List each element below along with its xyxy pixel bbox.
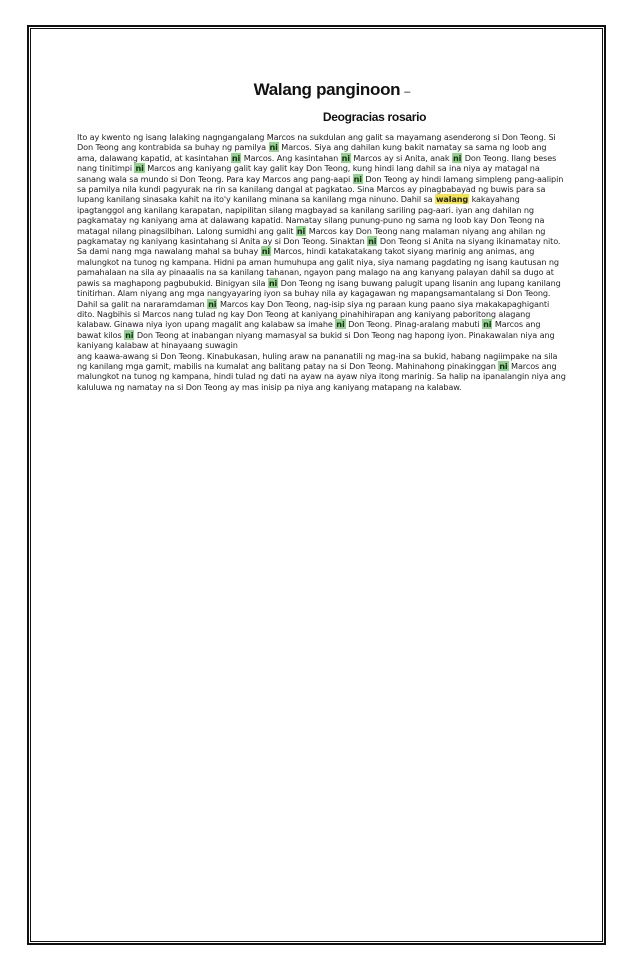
story-text: Don Teong at inabangan niyang mamasyal sa bukid si Don Teong nag hapong iyon. Pinakawalan niya ang kaniyang kalabaw at hinayaang suwagin	[77, 329, 555, 351]
document-title: Walang panginoon	[253, 80, 401, 99]
document-content	[77, 80, 567, 392]
highlighted-word-ni: ni	[296, 225, 306, 236]
story-text: Ito ay kwento ng isang lalaking nagngangalang Marcos na sukdulan ang galit sa mayamang asenderong si Don Teong. Si Don Teong ang kontrabida sa buhay ng pamilya	[77, 132, 556, 153]
story-paragraph	[77, 132, 567, 351]
highlighted-word-ni: ni	[483, 319, 492, 330]
highlighted-word-ni: ni	[208, 298, 217, 309]
story-text: Marcos ang malungkot na tunog ng kampana, hindi tulad ng dati na ayaw na ayaw niya itong marinig. Sa halip na ipanalangin niya ang kaluluwa ng namatay na si Don Teong ay mas inisip pa niya ang kaniyang matapang na kalabaw.	[77, 360, 566, 392]
highlighted-word-ni: ni	[336, 319, 345, 330]
story-text: Don Teong. Ilang beses nang tinitimpi	[77, 152, 557, 174]
highlighted-word-ni: ni	[368, 236, 377, 247]
story-text: Marcos, hindi katakatakang takot siyang marinig ang animas, ang malungkot na tunog ng kampana. Hidni pa aman humuhupa ang galit niya, siya namang pagdating ng isang kautusan ng pamahalaan na sila ay pinaaalis na sa kanilang tahanan, ngayon pang malago na ang kanyang palayan dahil sa dugo at pawis sa maghapong pagbubukid. Binigyan sila	[77, 246, 559, 288]
highlighted-word-ni: ni	[135, 163, 144, 174]
story-text: ang kaawa-awang si Don Teong. Kinabukasan, huling araw na pananatili ng mag-ina sa bukid, habang nagiimpake na sila ng kanilang mga gamit, mabilis na kumalat ang balitang patay na si Don Teong. Mahinahong pinakinggan	[77, 350, 558, 371]
highlighted-word-ni: ni	[499, 360, 508, 371]
highlighted-word-ni: ni	[452, 152, 462, 163]
story-text: kakayahang ipagtanggol ang kanilang karapatan, napipilitan silang magbayad sa kanilang sariling pag-aari. iyan ang dahilan ng pagkamatay ng kaniyang ama at dalawang kapatid. Namatay silang punung-puno ng sama ng loob kay Don Teong na matagal nilang pinagsilbihan. Lalong sumidhi ang galit	[77, 194, 545, 236]
highlighted-word-ni: ni	[341, 152, 350, 163]
story-text: Don Teong ay hindi lamang simpleng pang-aalipin sa pamilya nila kundi pagyurak na rin sa kanilang dangal at pagkatao. Sina Marcos ay pinagbabayad ng buwis para sa lupang kanilang sinasaka kahit na ito'y kanilang minana sa kanilang mga ninuno. Dahil sa	[77, 173, 564, 205]
story-text: Marcos. Siya ang dahilan kung bakit namatay sa sama ng loob ang ama, dalawang kapatid, at kasintahan	[77, 142, 547, 163]
story-text: Don Teong. Pinag-aralang mabuti	[345, 319, 483, 330]
story-text: Marcos ang bawat kilos	[77, 319, 541, 340]
title-dash: –	[404, 86, 411, 98]
story-text: Marcos ay si Anita, anak	[350, 152, 452, 163]
story-text: Marcos ang kaniyang galit kay galit kay Don Teong, kung hindi lang dahil sa ina niya ay matagal na sanang wala sa mundo si Don Teong. Para kay Marcos ang pang-aapi	[77, 163, 540, 184]
highlighted-word-ni: ni	[353, 173, 362, 184]
highlighted-word-ni: ni	[261, 246, 271, 257]
highlighted-word-ni: ni	[231, 152, 241, 163]
highlighted-word-walang: walang	[435, 194, 469, 205]
story-text: Don Teong si Anita na siyang ikinamatay nito. Sa dami nang mga nawalang mahal sa buhay	[77, 236, 561, 257]
title-row	[97, 80, 567, 100]
story-body	[77, 132, 567, 392]
highlighted-word-ni: ni	[125, 329, 134, 340]
story-text: Don Teong ng isang buwang palugit upang lisanin ang lupang kanilang tinitirhan. Alam niyang ang mga nangyayaring iyon sa buhay nila ay kagagawan ng mapangsamantalang si Don Teong. Dahil sa galit na nararamdaman	[77, 277, 561, 309]
document-author: Deogracias rosario	[322, 110, 427, 124]
story-paragraph	[77, 351, 567, 393]
story-text: Marcos kay Don Teong, nag-isip siya ng paraan kung paano siya makakapaghiganti dito. Nagbihis si Marcos nang tulad ng kay Don Teong at kaniyang pinahihirapan ang kaniyang paboritong alagang kalabaw. Ginawa niya iyon upang magalit ang kalabaw sa imahe	[77, 298, 550, 330]
story-text: Marcos. Ang kasintahan	[241, 152, 341, 163]
highlighted-word-ni: ni	[269, 142, 278, 153]
highlighted-word-ni: ni	[268, 277, 278, 288]
story-text: Marcos kay Don Teong nang malaman niyang ang ahilan ng pagkamatay ng kaniyang kasintahang si Anita ay si Don Teong. Sinaktan	[77, 225, 546, 247]
